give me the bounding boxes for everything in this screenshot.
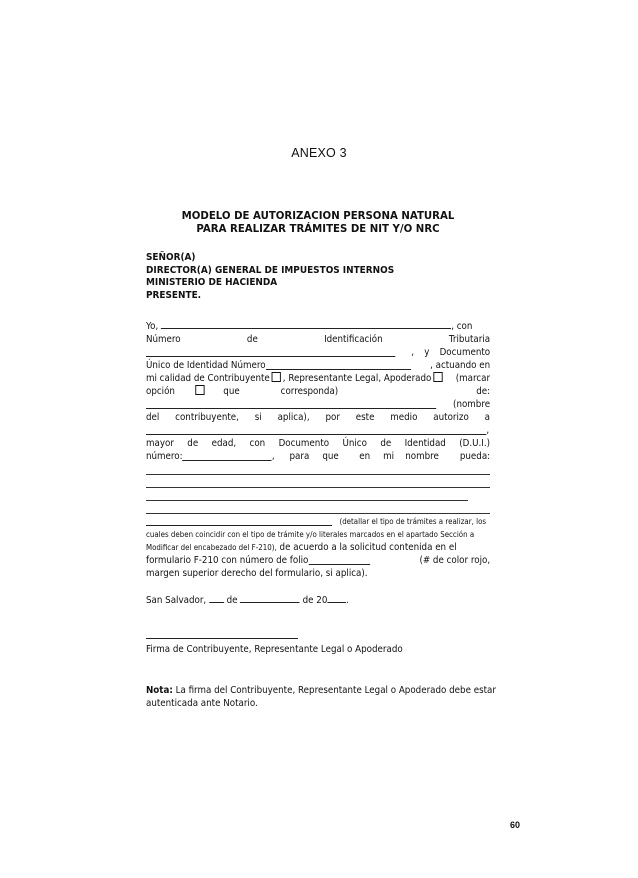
signature-line[interactable] bbox=[146, 638, 298, 639]
option-checkbox[interactable] bbox=[195, 385, 204, 395]
blank-line[interactable] bbox=[146, 487, 490, 488]
body-line: , bbox=[146, 424, 490, 437]
addressee-line: PRESENTE. bbox=[146, 289, 202, 301]
name-blank[interactable] bbox=[161, 318, 451, 329]
blank-line[interactable] bbox=[146, 513, 490, 514]
dui-blank[interactable] bbox=[266, 359, 411, 370]
body-line: Número de Identificación Tributaria bbox=[146, 334, 491, 345]
body-line: opción que corresponda) de: bbox=[146, 386, 491, 397]
body-line: margen superior derecho del formulario, si aplica). bbox=[146, 568, 368, 579]
note-line: autenticada ante Notario. bbox=[146, 698, 258, 709]
body-line: (detallar el tipo de trámites a realizar, los bbox=[146, 515, 490, 528]
form-title bbox=[153, 210, 483, 236]
note-block bbox=[146, 684, 496, 710]
note-line: Nota: La firma del Contribuyente, Representante Legal o Apoderado debe estar bbox=[146, 685, 496, 696]
month-blank[interactable] bbox=[240, 592, 300, 603]
day-blank[interactable] bbox=[209, 592, 224, 603]
addressee-line: MINISTERIO DE HACIENDA bbox=[146, 277, 278, 288]
year-blank[interactable] bbox=[327, 592, 346, 603]
addressee-line: SEÑOR(A) bbox=[146, 252, 196, 263]
body-line: , y Documento bbox=[146, 346, 490, 359]
blank-line[interactable] bbox=[146, 500, 468, 501]
authorization-body bbox=[146, 318, 490, 463]
body-line: Yo, , con bbox=[146, 318, 490, 333]
apoderado-checkbox[interactable] bbox=[433, 372, 442, 382]
form-title-line-2: PARA REALIZAR TRÁMITES DE NIT Y/O NRC bbox=[196, 223, 440, 235]
procedures-blank[interactable] bbox=[146, 515, 332, 526]
body-line: (nombre bbox=[146, 398, 490, 411]
body-line: Único de Identidad Número , actuando en bbox=[146, 360, 491, 371]
entity-blank[interactable] bbox=[146, 398, 436, 409]
page-number: 60 bbox=[510, 820, 521, 830]
signature-label: Firma de Contribuyente, Representante Legal o Apoderado bbox=[146, 644, 403, 655]
authorized-dui-blank[interactable] bbox=[183, 450, 272, 461]
form-title-line-1: MODELO DE AUTORIZACION PERSONA NATURAL bbox=[181, 210, 455, 222]
blank-line[interactable] bbox=[146, 474, 490, 475]
contribuyente-checkbox[interactable] bbox=[272, 372, 281, 382]
authorized-person-blank[interactable] bbox=[146, 424, 486, 435]
date-line: San Salvador, de de 20 . bbox=[146, 592, 466, 607]
folio-blank[interactable] bbox=[308, 554, 369, 565]
addressee-block bbox=[146, 252, 394, 302]
body-line: Modificar del encabezado del F-210), de acuerdo a la solicitud contenida en el bbox=[146, 542, 457, 553]
body-line: mi calidad de Contribuyente , Representante Legal, Apoderado (marcar bbox=[146, 373, 491, 384]
body-line: número: , para que en mi nombre pueda: bbox=[146, 451, 491, 462]
addressee-line: DIRECTOR(A) GENERAL DE IMPUESTOS INTERNOS bbox=[146, 264, 395, 276]
body-line: mayor de edad, con Documento Único de Identidad (D.U.I.) bbox=[146, 438, 491, 449]
body-line: formulario F-210 con número de folio (# de color rojo, bbox=[146, 555, 491, 566]
nit-blank[interactable] bbox=[146, 346, 395, 357]
procedures-paragraph bbox=[146, 515, 490, 580]
annex-heading: ANEXO 3 bbox=[291, 146, 347, 160]
body-line: del contribuyente, si aplica), por este medio autorizo a bbox=[146, 412, 491, 423]
body-line: cuales deben coincidir con el tipo de trámite y/o literales marcados en el apartado Sección a bbox=[146, 530, 475, 539]
note-label: Nota: bbox=[146, 685, 173, 696]
